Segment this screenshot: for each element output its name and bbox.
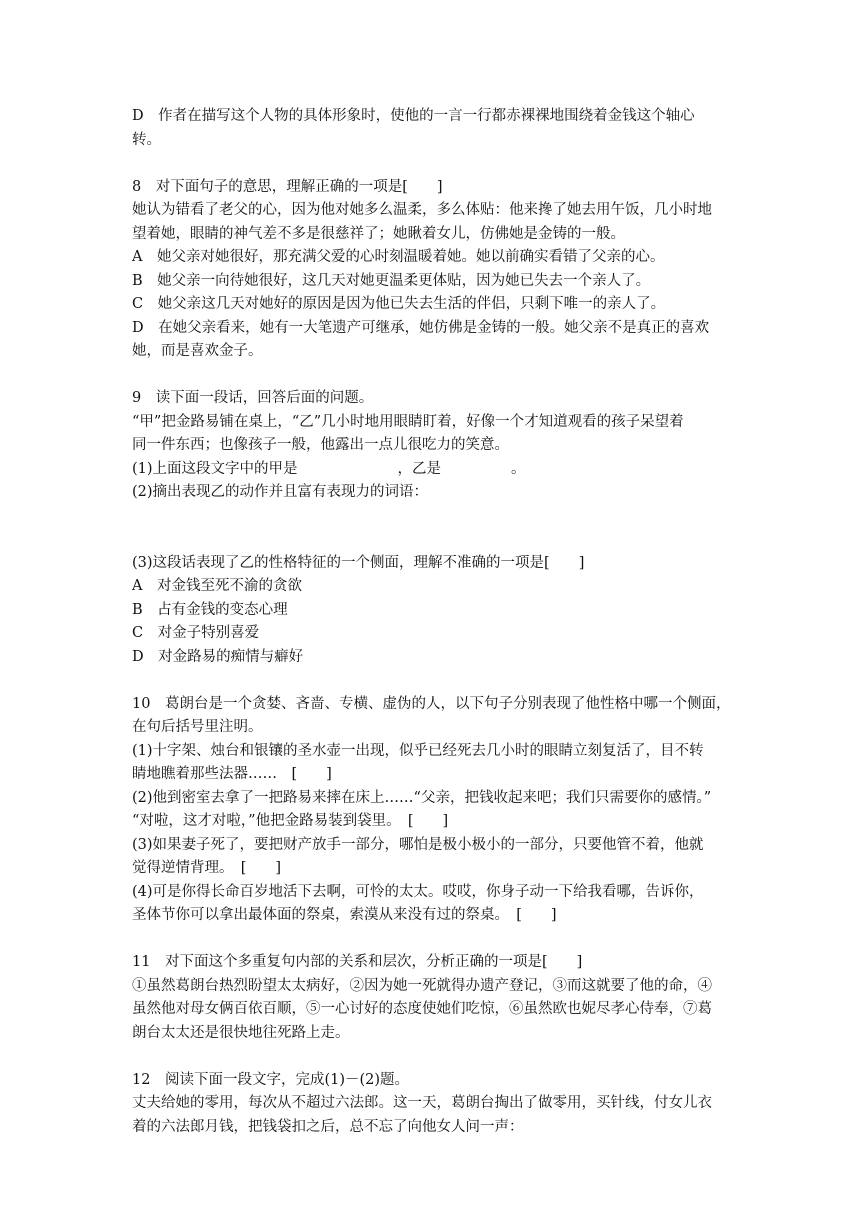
question-9-option-d: D 对金路易的痴情与癖好 xyxy=(132,648,304,665)
document-page xyxy=(132,105,732,1139)
question-10-sentence-4: (4)可是你得长命百岁地活下去啊，可怜的太太。哎哎，你身子动一下给我看哪，告诉你， xyxy=(132,883,704,900)
question-9-option-b: B 占有金钱的变态心理 xyxy=(132,601,288,618)
question-11-passage: 朗台太太还是很快地往死路上走。 xyxy=(132,1024,350,1041)
question-8 xyxy=(132,176,732,364)
text-line: D 作者在描写这个人物的具体形象时，使他的一言一行都赤裸裸地围绕着金钱这个轴心 xyxy=(132,108,695,124)
question-9-option-a: A 对金钱至死不渝的贪欲 xyxy=(132,578,302,594)
question-12-passage: 着的六法郎月钱，把钱袋扣之后，总不忘了向他女人问一声： xyxy=(132,1118,524,1135)
question-11-passage: 虽然他对母女俩百依百顺，⑤一心讨好的态度使她们吃惊，⑥虽然欧也妮尽孝心侍奉，⑦葛 xyxy=(132,1001,712,1017)
question-10-sentence-1: 睛地瞧着那些法器…… [ ] xyxy=(132,766,332,782)
question-11-passage: ①虽然葛朗台热烈盼望太太病好，②因为她一死就得办遗产登记，③而这就要了他的命，④ xyxy=(132,977,712,994)
question-9-stem: 9 读下面一段话，回答后面的问题。 xyxy=(132,390,374,406)
question-8-option-d: 她，而是喜欢金子。 xyxy=(132,343,263,359)
question-9-sub-2: (2)摘出表现乙的动作并且富有表现力的词语： xyxy=(132,484,429,500)
question-10-sentence-3: (3)如果妻子死了，要把财产放手一部分，哪怕是极小极小的一部分，只要他管不着，他就 xyxy=(132,836,704,853)
question-10-sentence-4: 圣体节你可以拿出最体面的祭桌，索漠从来没有过的祭桌。 [ ] xyxy=(132,907,557,923)
question-12 xyxy=(132,1069,732,1140)
question-10-stem: 在句后括号里注明。 xyxy=(132,719,263,735)
question-11 xyxy=(132,951,732,1045)
sub-1-part-b: ，乙是 xyxy=(397,460,442,477)
question-10-sentence-3: 觉得逆情背理。 [ ] xyxy=(132,860,282,876)
question-8-option-a: A 她父亲对她很好，那充满父爱的心时刻温暖着她。她以前确实看错了父亲的心。 xyxy=(132,249,665,265)
question-9-passage: “甲”把金路易铺在桌上，“乙”几小时地用眼睛盯着，好像一个才知道观看的孩子呆望着 xyxy=(132,413,684,430)
question-9 xyxy=(132,387,732,669)
question-8-option-b: B 她父亲一向待她很好，这几天对她更温柔更体贴，因为她已失去一个亲人了。 xyxy=(132,272,651,289)
question-8-passage: 她认为错看了老父的心，因为他对她多么温柔，多么体贴：他来搀了她去用午饭，几小时地 xyxy=(132,202,712,218)
question-8-stem: 8 对下面句子的意思，理解正确的一项是[ ] xyxy=(132,178,443,195)
question-9-sub-3: (3)这段话表现了乙的性格特征的一个侧面，理解不准确的一项是[ ] xyxy=(132,554,585,571)
question-10 xyxy=(132,693,732,928)
question-12-stem: 12 阅读下面一段文字，完成(1)－(2)题。 xyxy=(132,1071,410,1088)
question-10-sentence-1: (1)十字架、烛台和银镶的圣水壶一出现，似乎已经死去几小时的眼睛立刻复活了，目不转 xyxy=(132,742,704,759)
question-10-sentence-2: (2)他到密室去拿了一把路易来摔在床上……“父亲，把钱收起来吧；我们只需要你的感情。” xyxy=(132,789,712,806)
question-12-passage: 丈夫给她的零用，每次从不超过六法郎。这一天，葛朗台掏出了做零用，买针线，付女儿衣 xyxy=(132,1095,712,1111)
question-10-sentence-2: “对啦，这才对啦，”他把金路易装到袋里。 [ ] xyxy=(132,813,449,829)
question-11-stem: 11 对下面这个多重复句内部的关系和层次，分析正确的一项是[ ] xyxy=(132,954,583,970)
sub-1-part-a: (1)上面这段文字中的甲是 xyxy=(132,460,298,477)
question-9-sub-1 xyxy=(132,458,732,482)
question-9-passage: 同一件东西；也像孩子一般，他露出一点儿很吃力的笑意。 xyxy=(132,437,509,453)
question-8-option-d: D 在她父亲看来，她有一大笔遗产可继承，她仿佛是金铸的一般。她父亲不是真正的喜欢 xyxy=(132,319,710,336)
sub-1-part-c: 。 xyxy=(511,460,526,477)
question-9-option-c: C 对金子特别喜爱 xyxy=(132,625,260,641)
question-10-stem: 10 葛朗台是一个贪婪、吝啬、专横、虚伪的人，以下句子分别表现了他性格中哪一个侧面， xyxy=(132,695,731,712)
question-8-option-c: C 她父亲这几天对她好的原因是因为他已失去生活的伴侣，只剩下唯一的亲人了。 xyxy=(132,296,666,312)
text-line: 转。 xyxy=(132,131,161,148)
question-8-passage: 望着她，眼睛的神气差不多是很慈祥了；她瞅着女儿，仿佛她是金铸的一般。 xyxy=(132,225,625,242)
question-7-option-d xyxy=(132,105,732,152)
